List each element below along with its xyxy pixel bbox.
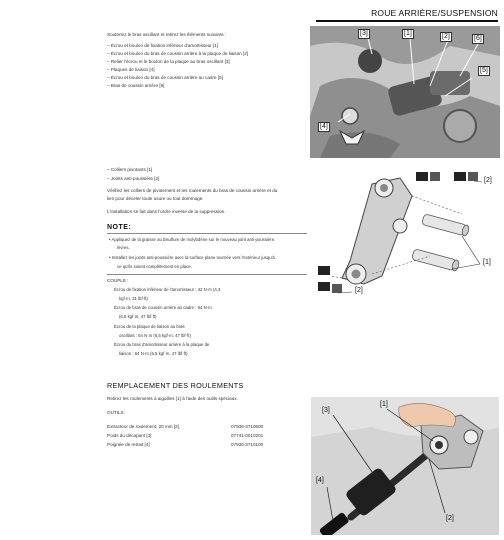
bearing-removal-photo [311, 397, 499, 535]
intro-item: – Bras de coussin arrière [6] [107, 83, 165, 88]
tool-code: 07741-0010201 [231, 433, 264, 438]
removal-item: – Joints anti-poussière [2] [107, 176, 160, 181]
intro-item: – Relier l'écrou et le boulon de la plaque au bras oscillant [3] [107, 59, 230, 64]
tool-code: 07936-3710100 [231, 442, 264, 447]
tool-name: Poignée de retrait [4] [107, 442, 150, 447]
callout-label: [5] [480, 67, 488, 74]
note-rule [107, 233, 307, 234]
bearings-intro: Retirez les roulements à aiguilles [1] à l'aide des outils spéciaux. [107, 396, 238, 401]
torque-line: liaison : 64 N·m (6,5 kgf·m, 47 lbf·ft) [119, 351, 188, 356]
callout-label: [2] [484, 177, 492, 184]
torque-line: Écrou de la plaque de liaison au bras [114, 324, 185, 329]
removal-item: – Colliers pivotants [1] [107, 167, 153, 172]
callout-label: [1] [483, 259, 491, 266]
section-title: REMPLACEMENT DES ROULEMENTS [107, 381, 244, 390]
intro-item: – Écrou et boulon du bras de coussin arrière au cadre [5] [107, 75, 223, 80]
intro-line: Soutenez le bras oscillant et retirez les éléments suivants : [107, 32, 227, 37]
intro-item: – Écrou et boulon de fixation inférieur d'amortisseur [1] [107, 43, 219, 48]
header-rule [316, 20, 498, 22]
torque-line: oscillant : 64 N·m (6,5 kgf·m, 47 lbf·ft) [119, 333, 191, 338]
note-rule [107, 274, 307, 275]
torque-title: COUPLE : [107, 278, 129, 283]
callout-label: [6] [474, 35, 482, 42]
cushion-arm-illustration [312, 166, 502, 306]
tool-code: 07936-3710600 [231, 424, 264, 429]
callout-label: [3] [322, 407, 330, 414]
note-bullet-cont: ce qu'ils soient complètement en place. [117, 264, 192, 269]
page-header-title: ROUE ARRIÈRE/SUSPENSION [371, 8, 498, 18]
intro-item: – Plaques de liaison [4] [107, 67, 155, 72]
tool-name: Extracteur de roulement, 20 mm [2] [107, 424, 179, 429]
check-line: lien pour déceler toute usure ou tout dommage. [107, 196, 204, 201]
callout-label: [2] [442, 33, 450, 40]
callout-label: [1] [404, 30, 412, 37]
callout-label: [2] [446, 515, 454, 522]
torque-line: (6,5 kgf·m, 47 lbf·ft) [119, 314, 157, 319]
rear-cushion-photo [310, 26, 500, 158]
torque-line: Écrou du bras d'amortisseur arrière à la plaque de [114, 342, 210, 347]
tools-title: OUTILS: [107, 410, 125, 415]
callout-label: [4] [320, 123, 328, 130]
torque-line: Écrou de bras de coussin arrière au cadre : 64 N·m [114, 305, 212, 310]
callout-label: [4] [316, 477, 324, 484]
check-line: Vérifiez les colliers de pivotement et les roulements du bras de coussin arrière et du [107, 188, 278, 193]
note-bullet: • Appliquez de la graisse au bisulfure de molybdène sur le nouveau joint anti-poussière. [109, 237, 276, 242]
note-title: NOTE: [107, 224, 132, 231]
tool-name: Poids du décapant [3] [107, 433, 152, 438]
install-line: L'installation se fait dans l'ordre inverse de la suppression. [107, 209, 226, 214]
callout-label: [1] [380, 401, 388, 408]
torque-line: kgf·m, 31 lbf·ft) [119, 296, 148, 301]
intro-item: – Écrou et boulon du bras de coussin arrière à la plaque de liaison [2] [107, 51, 249, 56]
torque-line: Écrou de fixation inférieur de l'amortisseur : 42 N·m (4,3 [114, 287, 221, 292]
note-bullet: • Installez les joints anti-poussière avec la surface plane tournée vers l'extérieur jusqu'à [109, 255, 275, 260]
note-bullet-cont: lèvres. [117, 245, 130, 250]
callout-label: [2] [355, 287, 363, 294]
callout-label: [3] [360, 30, 368, 37]
